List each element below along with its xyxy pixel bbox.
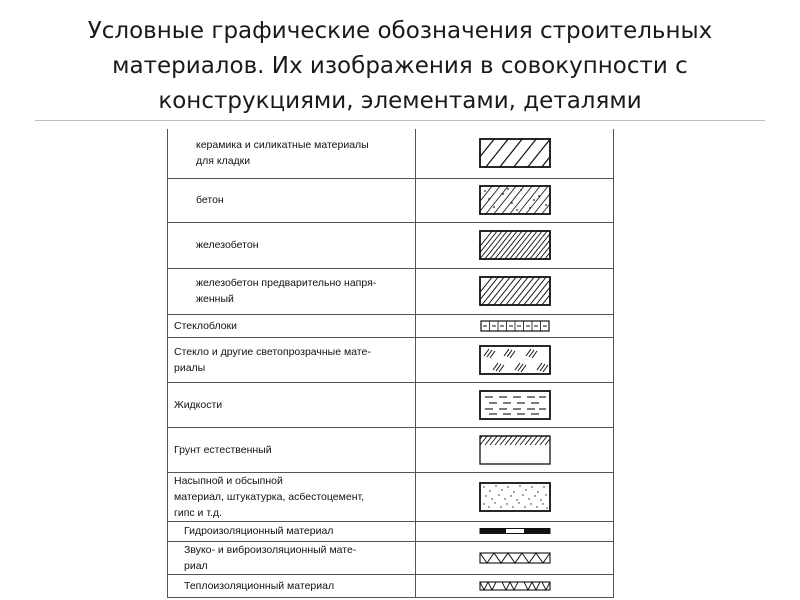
concrete-symbol	[479, 185, 551, 215]
table-row	[168, 427, 614, 472]
material-label: Грунт естественный	[168, 427, 416, 472]
material-symbol-cell	[416, 337, 614, 382]
material-symbol-cell	[416, 268, 614, 314]
material-symbol-cell	[416, 521, 614, 541]
material-label: керамика и силикатные материалы для кладки	[168, 129, 416, 178]
reinforced-concrete-symbol	[479, 230, 551, 260]
table-row	[168, 314, 614, 337]
glass-block-symbol	[480, 320, 550, 332]
material-symbol-cell	[416, 314, 614, 337]
table-row	[168, 337, 614, 382]
material-label: Жидкости	[168, 382, 416, 427]
materials-legend-table	[167, 129, 614, 598]
prestressed-concrete-symbol	[479, 276, 551, 306]
glass-symbol	[479, 345, 551, 375]
material-symbol-cell	[416, 222, 614, 268]
table-row	[168, 178, 614, 222]
diagonal-hatch-symbol	[479, 138, 551, 168]
liquid-symbol	[479, 390, 551, 420]
material-label: железобетон предварительно напря- женный	[168, 268, 416, 314]
table-row	[168, 541, 614, 574]
material-symbol-cell	[416, 178, 614, 222]
material-label: Насыпной и обсыпной материал, штукатурка, асбестоцемент, гипс и т.д.	[168, 472, 416, 521]
material-label: Теплоизоляционный материал	[168, 574, 416, 597]
material-label: железобетон	[168, 222, 416, 268]
material-symbol-cell	[416, 129, 614, 178]
table-row	[168, 268, 614, 314]
table-row	[168, 222, 614, 268]
table-row	[168, 382, 614, 427]
title-divider	[35, 120, 765, 121]
material-symbol-cell	[416, 382, 614, 427]
material-symbol-cell	[416, 541, 614, 574]
thermal-insulation-symbol	[479, 581, 551, 591]
material-label: Стеклоблоки	[168, 314, 416, 337]
material-symbol-cell	[416, 427, 614, 472]
material-label: бетон	[168, 178, 416, 222]
material-label: Гидроизоляционный материал	[168, 521, 416, 541]
material-label: Стекло и другие светопрозрачные мате- риалы	[168, 337, 416, 382]
material-symbol-cell	[416, 574, 614, 597]
slide-title: Условные графические обозначения строительных материалов. Их изображения в совокупности с конструкциями, элементами, деталями	[87, 18, 713, 114]
material-symbol-cell	[416, 472, 614, 521]
table-row	[168, 472, 614, 521]
table-row	[168, 574, 614, 597]
bulk-material-symbol	[479, 482, 551, 512]
table-row	[168, 129, 614, 178]
waterproofing-symbol	[479, 527, 551, 535]
table-row	[168, 521, 614, 541]
natural-soil-symbol	[479, 435, 551, 465]
material-label: Звуко- и виброизоляционный мате- риал	[168, 541, 416, 574]
sound-insulation-symbol	[479, 552, 551, 564]
